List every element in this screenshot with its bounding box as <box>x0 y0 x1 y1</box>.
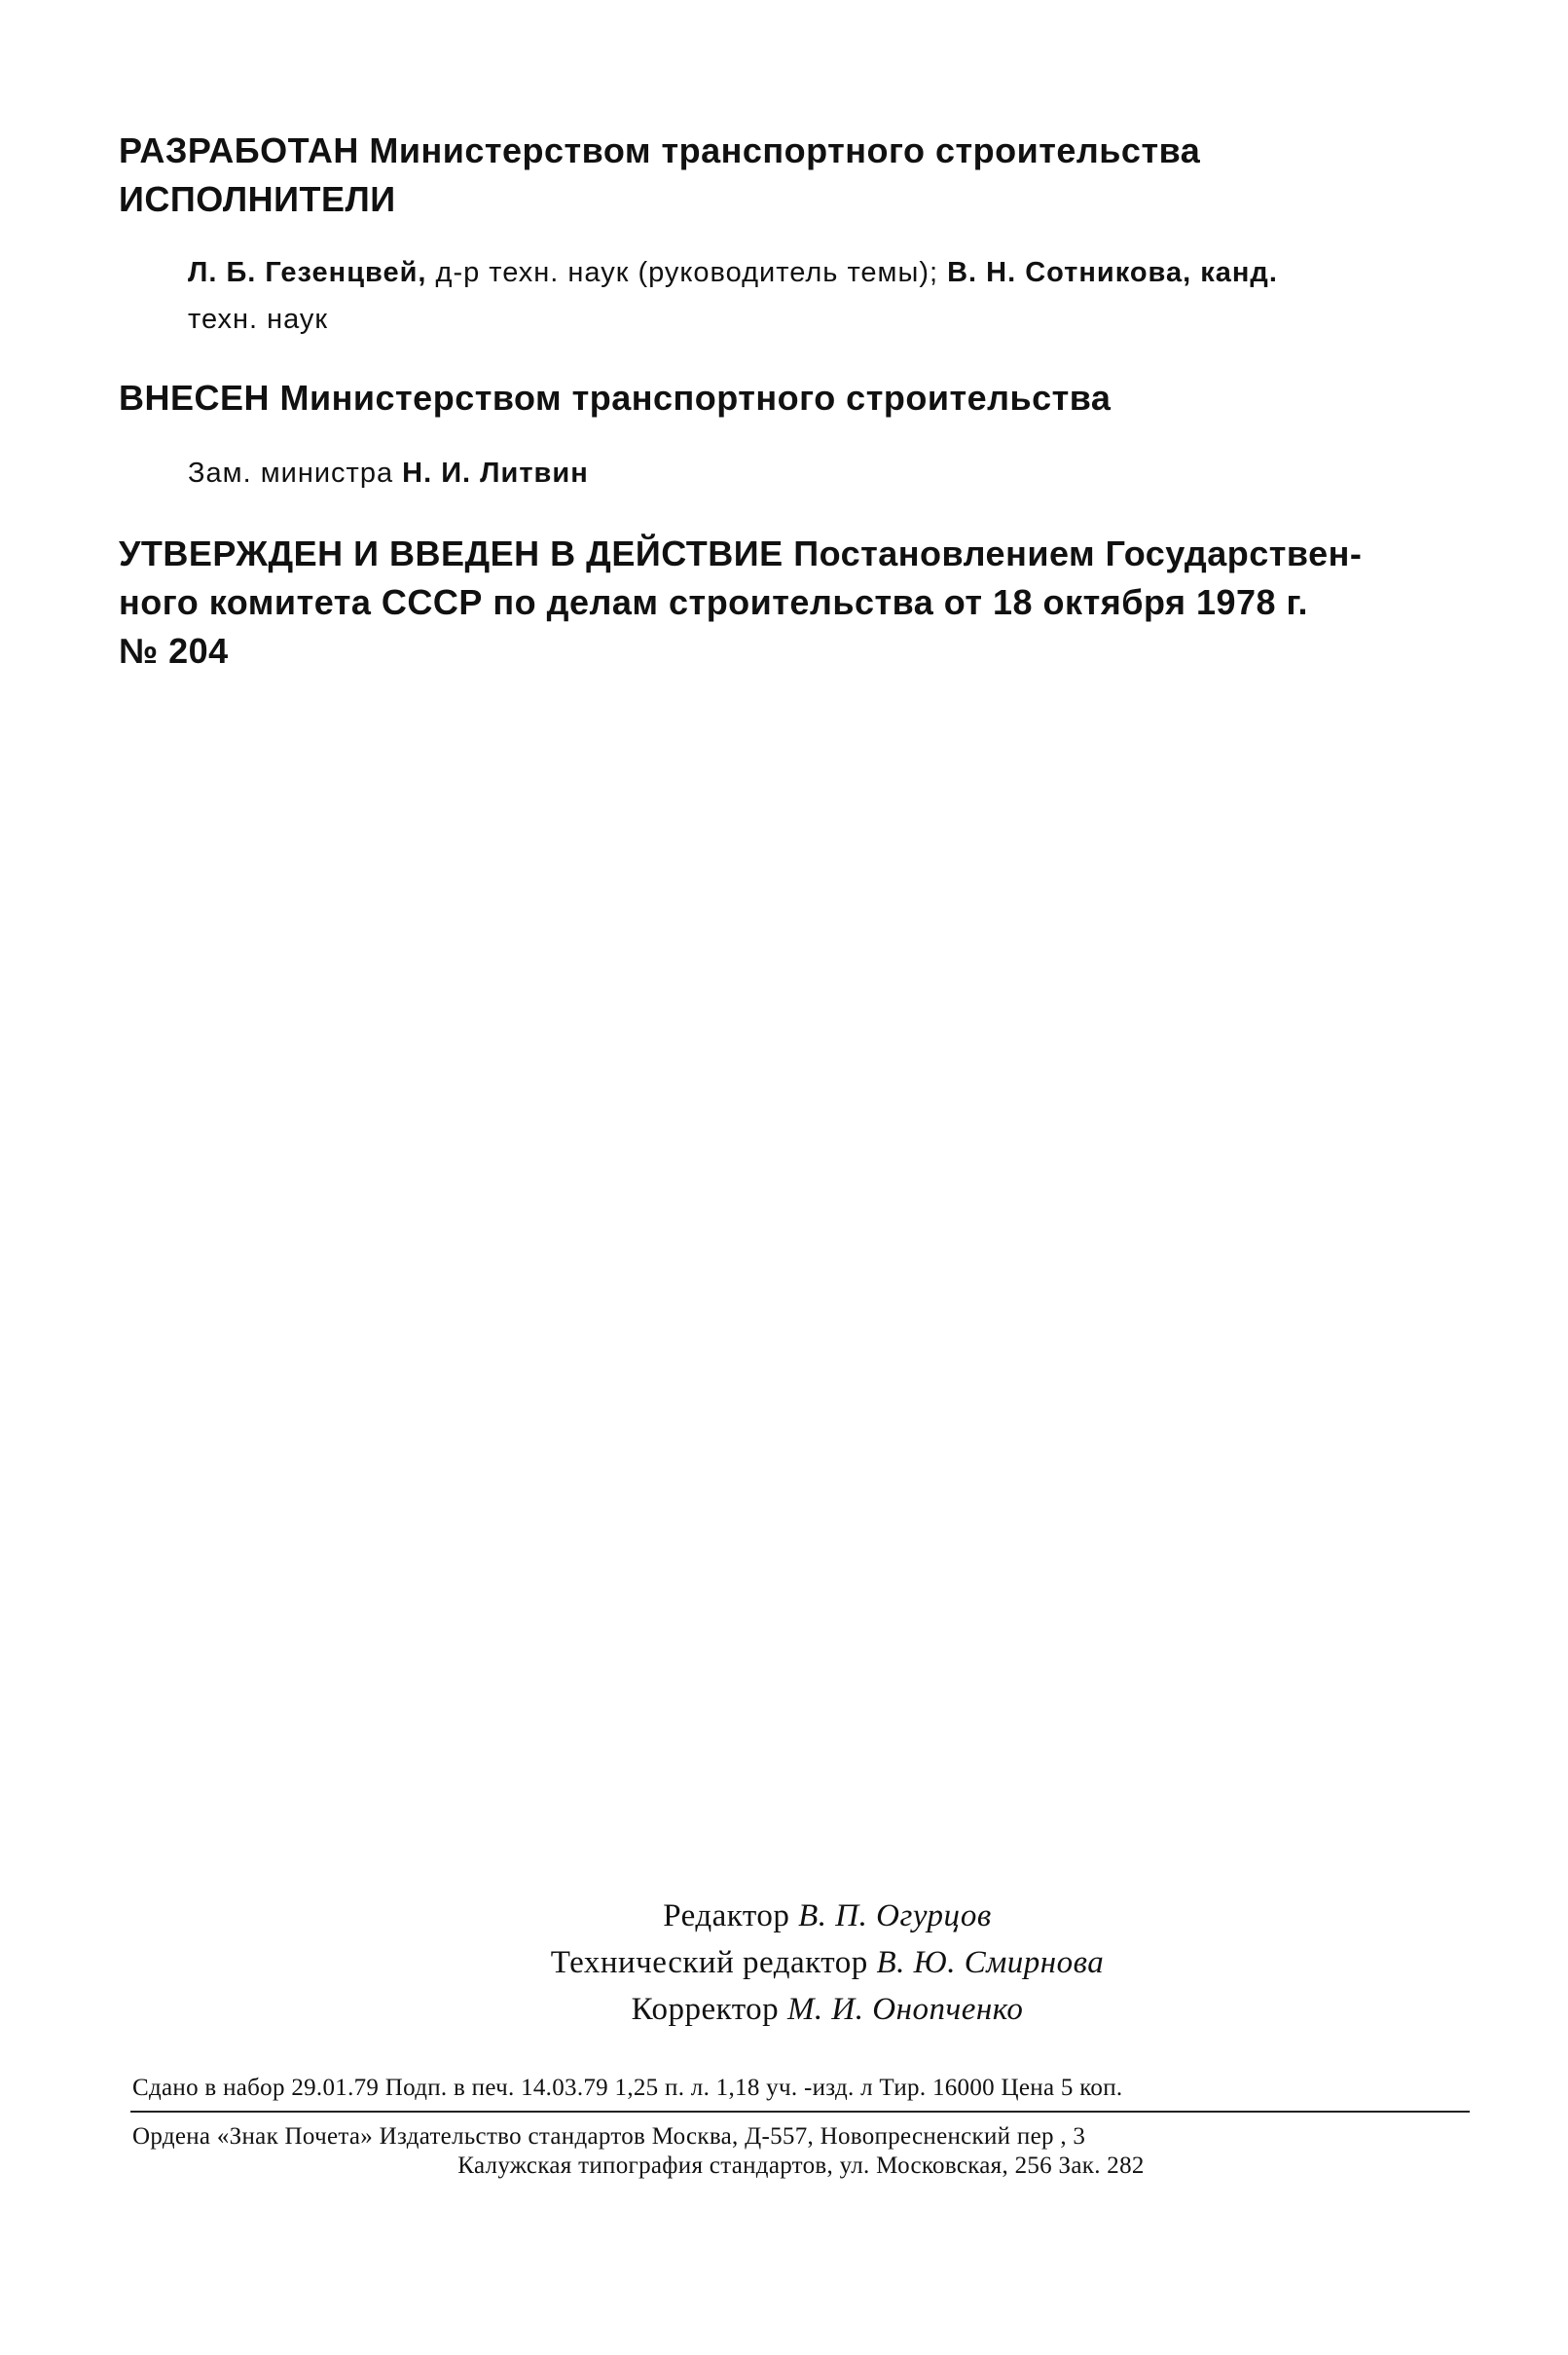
credit-proofreader-name: М. И. Онопченко <box>786 1992 1024 2027</box>
developed-heading <box>119 127 1462 175</box>
executors-line-2: техн. наук <box>188 304 329 335</box>
approved-line-1 <box>119 530 1462 578</box>
credit-tech-editor-role: Технический редактор <box>550 1945 868 1980</box>
credit-editor-name: В. П. Огурцов <box>798 1898 992 1933</box>
deputy-line <box>188 450 1463 497</box>
executor-2-name: В. Н. Сотникова, <box>947 257 1192 288</box>
executor-1-role: д-р техн. наук (руководитель темы); <box>435 257 939 288</box>
credit-editor-role: Редактор <box>663 1898 790 1933</box>
introduced-organization: Министерством транспортного строительства <box>279 378 1112 418</box>
imprint-line-3: Калужская типография стандартов, ул. Московская, 256 Зак. 282 <box>457 2153 1145 2179</box>
executors-heading: ИСПОЛНИТЕЛИ <box>119 179 396 219</box>
developed-lead: РАЗРАБОТАН <box>119 130 359 170</box>
introduced-heading <box>119 374 1462 423</box>
deputy-name: Н. И. Литвин <box>402 458 589 489</box>
credit-editor <box>389 1893 1265 1939</box>
credit-proofreader-role: Корректор <box>631 1992 780 2027</box>
approved-line-2: ного комитета СССР по делам строительства от 18 октября 1978 г. <box>119 582 1308 622</box>
imprint-line-2: Ордена «Знак Почета» Издательство стандартов Москва, Д-557, Новопресненский пер , 3 <box>132 2123 1086 2150</box>
approved-line-1-rest: Постановлением Государствен- <box>793 534 1363 573</box>
credit-tech-editor <box>389 1939 1265 1986</box>
approved-line-3: № 204 <box>119 631 229 671</box>
approved-lead: УТВЕРЖДЕН И ВВЕДЕН В ДЕЙСТВИЕ <box>119 534 784 573</box>
executors-line-1 <box>188 249 1463 296</box>
credit-proofreader <box>389 1986 1265 2033</box>
credit-tech-editor-name: В. Ю. Смирнова <box>876 1945 1105 1980</box>
imprint-divider <box>130 2111 1470 2113</box>
developed-organization: Министерством транспортного строительства <box>369 130 1201 170</box>
introduced-lead: ВНЕСЕН <box>119 378 271 418</box>
deputy-role: Зам. министра <box>188 458 394 489</box>
executor-2-role-start: канд. <box>1200 257 1278 288</box>
executor-1-name: Л. Б. Гезенцвей, <box>188 257 427 288</box>
imprint-line-1: Сдано в набор 29.01.79 Подп. в печ. 14.03.79 1,25 п. л. 1,18 уч. -изд. л Тир. 16000 Цена 5 коп. <box>132 2075 1123 2101</box>
